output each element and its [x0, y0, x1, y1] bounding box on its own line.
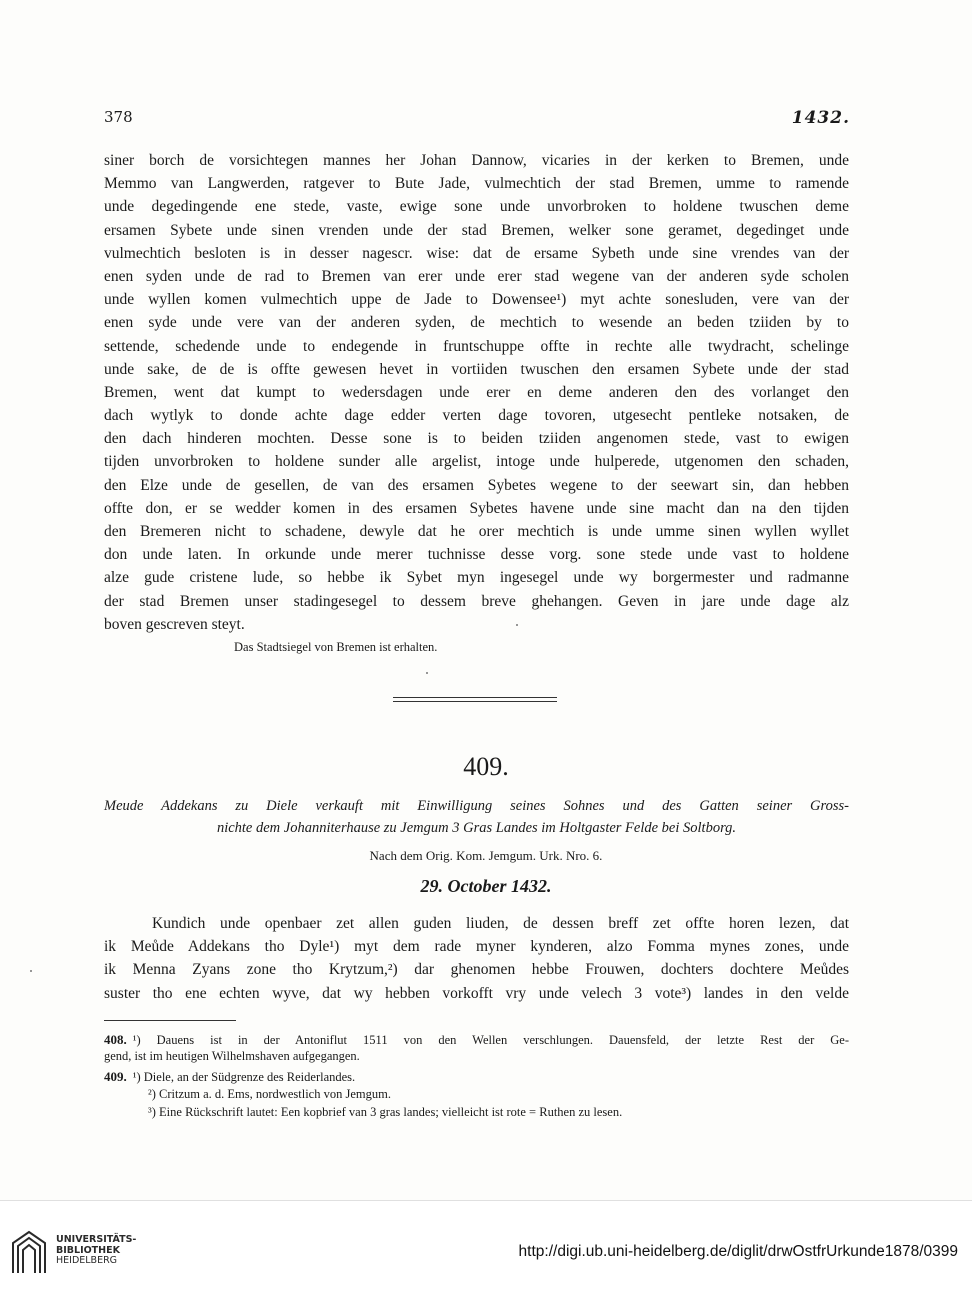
regest-line: nichte dem Johanniterhause zu Jemgum 3 Gras Landes im Holtgaster Felde bei Soltborg.: [216, 820, 737, 836]
footnote: [104, 1068, 849, 1086]
footnote-rule: [104, 1020, 236, 1021]
text-line: der stad Bremen unser stadingesegel to dessem breve ghehangen. Geven in jare unde dage alz: [104, 592, 849, 610]
source-note: Nach dem Orig. Kom. Jemgum. Urk. Nro. 6.: [369, 848, 603, 863]
text-line: alze gude cristene lude, so hebbe ik Sybet myn ingesegel unde wy borgermester und radmanne: [104, 569, 849, 587]
regest-line: Meude Addekans zu Diele verkauft mit Einwilligung seines Sohnes und des Gatten seiner Gross-: [104, 798, 849, 814]
text-line: suster tho ene echten wyve, dat wy hebben vorkofft vry unde velech 3 vote³) landes in den velde: [104, 984, 849, 1002]
footnote-text: ¹) Dauens ist in der Antoniflut 1511 von den Wellen verschlungen. Dauensfeld, der letzte Rest der Ge-: [132, 1033, 849, 1047]
text-line: unde sake, de de is offte gewesen hevet in vortiiden twuschen den ersamen Sybete unde der stad: [104, 360, 849, 378]
text-line: ik Menna Zyans zone tho Krytzum,²) dar ghenomen hebbe Frouwen, dochters dochtere Meůdes: [104, 961, 849, 979]
text-line: den dach hinderen mochten. Desse sone is to beiden tziiden angenomen stede, vast to ewigen: [104, 430, 849, 448]
permalink-url[interactable]: http://digi.ub.uni-heidelberg.de/diglit/drwOstfrUrkunde1878/0399: [518, 1243, 958, 1260]
seal-note: Das Stadtsiegel von Bremen ist erhalten.: [234, 640, 438, 654]
text-line: don unde laten. In orkunde unde merer tuchnisse desse vorg. sone stede unde vast to holdene: [104, 546, 849, 564]
text-block-1: [104, 149, 849, 636]
footnote: [104, 1048, 849, 1065]
library-logo-text: [56, 1235, 136, 1267]
document-number: 409.: [463, 752, 509, 781]
text-line: den Elze unde de gesellen, de van des ersamen Sybetes wegene to der seewart sin, dan hebben: [104, 476, 849, 494]
scan-speck: [426, 672, 428, 674]
footnote: [104, 1104, 893, 1121]
text-line: enen syde unde vere van der anderen syden, de mechtich to wesende an beden tziiden by to: [104, 314, 849, 332]
text-line: ik Meůde Addekans tho Dyle¹) myt dem rade myner kynderen, alzo Fomma mynes zones, unde: [104, 938, 849, 956]
text-line: Memmo van Langwerden, ratgever to Bute Jade, vulmechtich der stad Bremen, umme to ramende: [104, 175, 849, 193]
text-line: offte don, er se wedder komen in des ersamen Sybetes havene unde sine macht dan na den tijden: [104, 499, 849, 517]
text-line: unde degedingende ene stede, vaste, ewige sone unde unvorbroken to holdene twuschen deme: [104, 198, 849, 216]
scan-speck: [30, 970, 32, 972]
text-line: Kundich unde openbaer zet allen guden liuden, de dessen breff zet offte horen lezen, dat: [152, 915, 849, 932]
footnote-text: ³) Eine Rückschrift lautet: Een kopbrief van 3 gras landes; vielleicht ist rote = Ruthen zu lesen.: [148, 1105, 623, 1119]
footnote: [104, 1031, 849, 1049]
text-line: Bremen, went dat kumpt to wedersdagen unde erer en deme anderen den des vorlanget den: [104, 383, 849, 401]
footnote: [104, 1086, 893, 1103]
header-year: 1432.: [791, 108, 850, 128]
text-line: enen syden unde de rad to Bremen van erer unde erer stad wegene van der anderen syde scholen: [104, 267, 849, 285]
footnote-text: gend, ist im heutigen Wilhelmshaven aufgegangen.: [104, 1049, 360, 1063]
logo-line: HEIDELBERG: [56, 1255, 118, 1266]
footnote-text: ¹) Diele, an der Südgrenze des Reiderlandes.: [132, 1070, 356, 1084]
section-divider: [393, 697, 557, 698]
scan-speck: [516, 624, 518, 626]
document-date: 29. October 1432.: [420, 876, 552, 896]
text-block-2: [104, 912, 849, 1005]
text-line: tijden unvorbroken to holdene sunder alle argelist, intoge unde hulperede, utgenomen den schaden,: [104, 453, 849, 471]
footnote-label: 409.: [104, 1069, 127, 1084]
text-line: settende, schedende unde to endegende in fruntschuppe offte in rechte alle twydracht, schelinge: [104, 337, 849, 355]
text-line: boven gescreven steyt.: [104, 615, 245, 633]
text-line: dach wytlyk to donde achte dage edder verten dage tovoren, utgesecht pentleke notsaken, de: [104, 407, 849, 425]
viewer-footer: [0, 1200, 972, 1290]
page-number: 378: [104, 108, 133, 126]
text-line: siner borch de vorsichtegen mannes her Johan Dannow, vicaries in der kerken to Bremen, unde: [104, 152, 849, 169]
text-line: vulmechtich besloten is in desser nagescr. wise: dat de ersame Sybeth unde sine vrendes van der: [104, 244, 849, 262]
text-line: den Bremeren nicht to schadene, dewyle dat he orer mechtich is unde umme sinen wyllen wyllet: [104, 523, 849, 540]
library-logo-icon: [10, 1229, 48, 1275]
text-line: unde wyllen komen vulmechtich uppe de Jade to Dowensee¹) myt achte sonesluden, vere van der: [104, 291, 849, 309]
text-line: ersamen Sybete unde sinen vrenden unde der stad Bremen, welker sone geramet, degedinget unde: [104, 221, 849, 239]
page-header: [104, 108, 850, 130]
logo-line: UNIVERSITÄTS-: [56, 1234, 137, 1245]
section-divider: [393, 701, 557, 702]
logo-line: BIBLIOTHEK: [56, 1244, 120, 1256]
footnote-text: ²) Critzum a. d. Ems, nordwestlich von Jemgum.: [148, 1087, 391, 1101]
footnote-label: 408.: [104, 1032, 127, 1047]
